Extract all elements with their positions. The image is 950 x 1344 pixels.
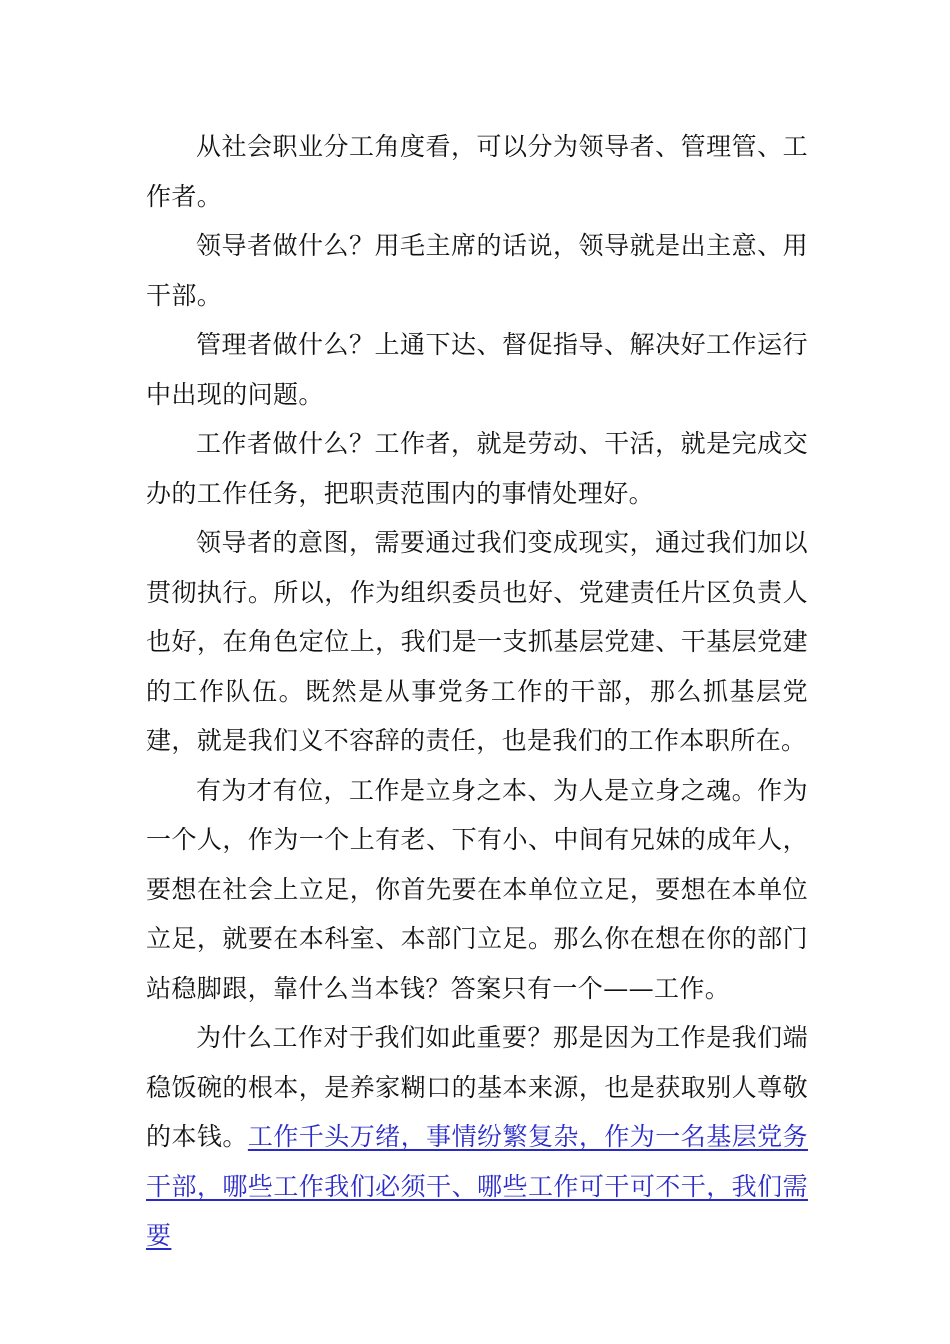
paragraph-managers: 管理者做什么？上通下达、督促指导、解决好工作运行中出现的问题。 [146, 330, 808, 409]
paragraph-leaders: 领导者做什么？用毛主席的话说，领导就是出主意、用干部。 [146, 231, 808, 310]
hyperlink-text[interactable]: 工作千头万绪，事情纷繁复杂，作为一名基层党务干部，哪些工作我们必须干、哪些工作可干可不干，我们需要 [146, 1122, 808, 1250]
paragraph-position: 有为才有位，工作是立身之本、为人是立身之魂。作为一个人，作为一个上有老、下有小、中间有兄妹的成年人，要想在社会上立足，你首先要在本单位立足，要想在本单位立足，就要在本科室、本部门立足。那么你在想在你的部门站稳脚跟，靠什么当本钱？答案只有一个——工作。 [146, 775, 808, 1003]
paragraph-division-of-labor: 从社会职业分工角度看，可以分为领导者、管理管、工作者。 [146, 132, 808, 211]
paragraph-importance-text: 为什么工作对于我们如此重要？那是因为工作是我们端稳饭碗的根本，是养家糊口的基本来源，也是获取别人尊敬的本钱。 [146, 1023, 808, 1151]
document-body [146, 122, 808, 1261]
paragraph-leader-intent: 领导者的意图，需要通过我们变成现实，通过我们加以贯彻执行。所以，作为组织委员也好、党建责任片区负责人也好，在角色定位上，我们是一支抓基层党建、干基层党建的工作队伍。既然是从事党务工作的干部，那么抓基层党建，就是我们义不容辞的责任，也是我们的工作本职所在。 [146, 528, 808, 755]
paragraph-workers: 工作者做什么？工作者，就是劳动、干活，就是完成交办的工作任务，把职责范围内的事情处理好。 [146, 429, 808, 508]
paragraph-importance-of-work [146, 1013, 808, 1261]
